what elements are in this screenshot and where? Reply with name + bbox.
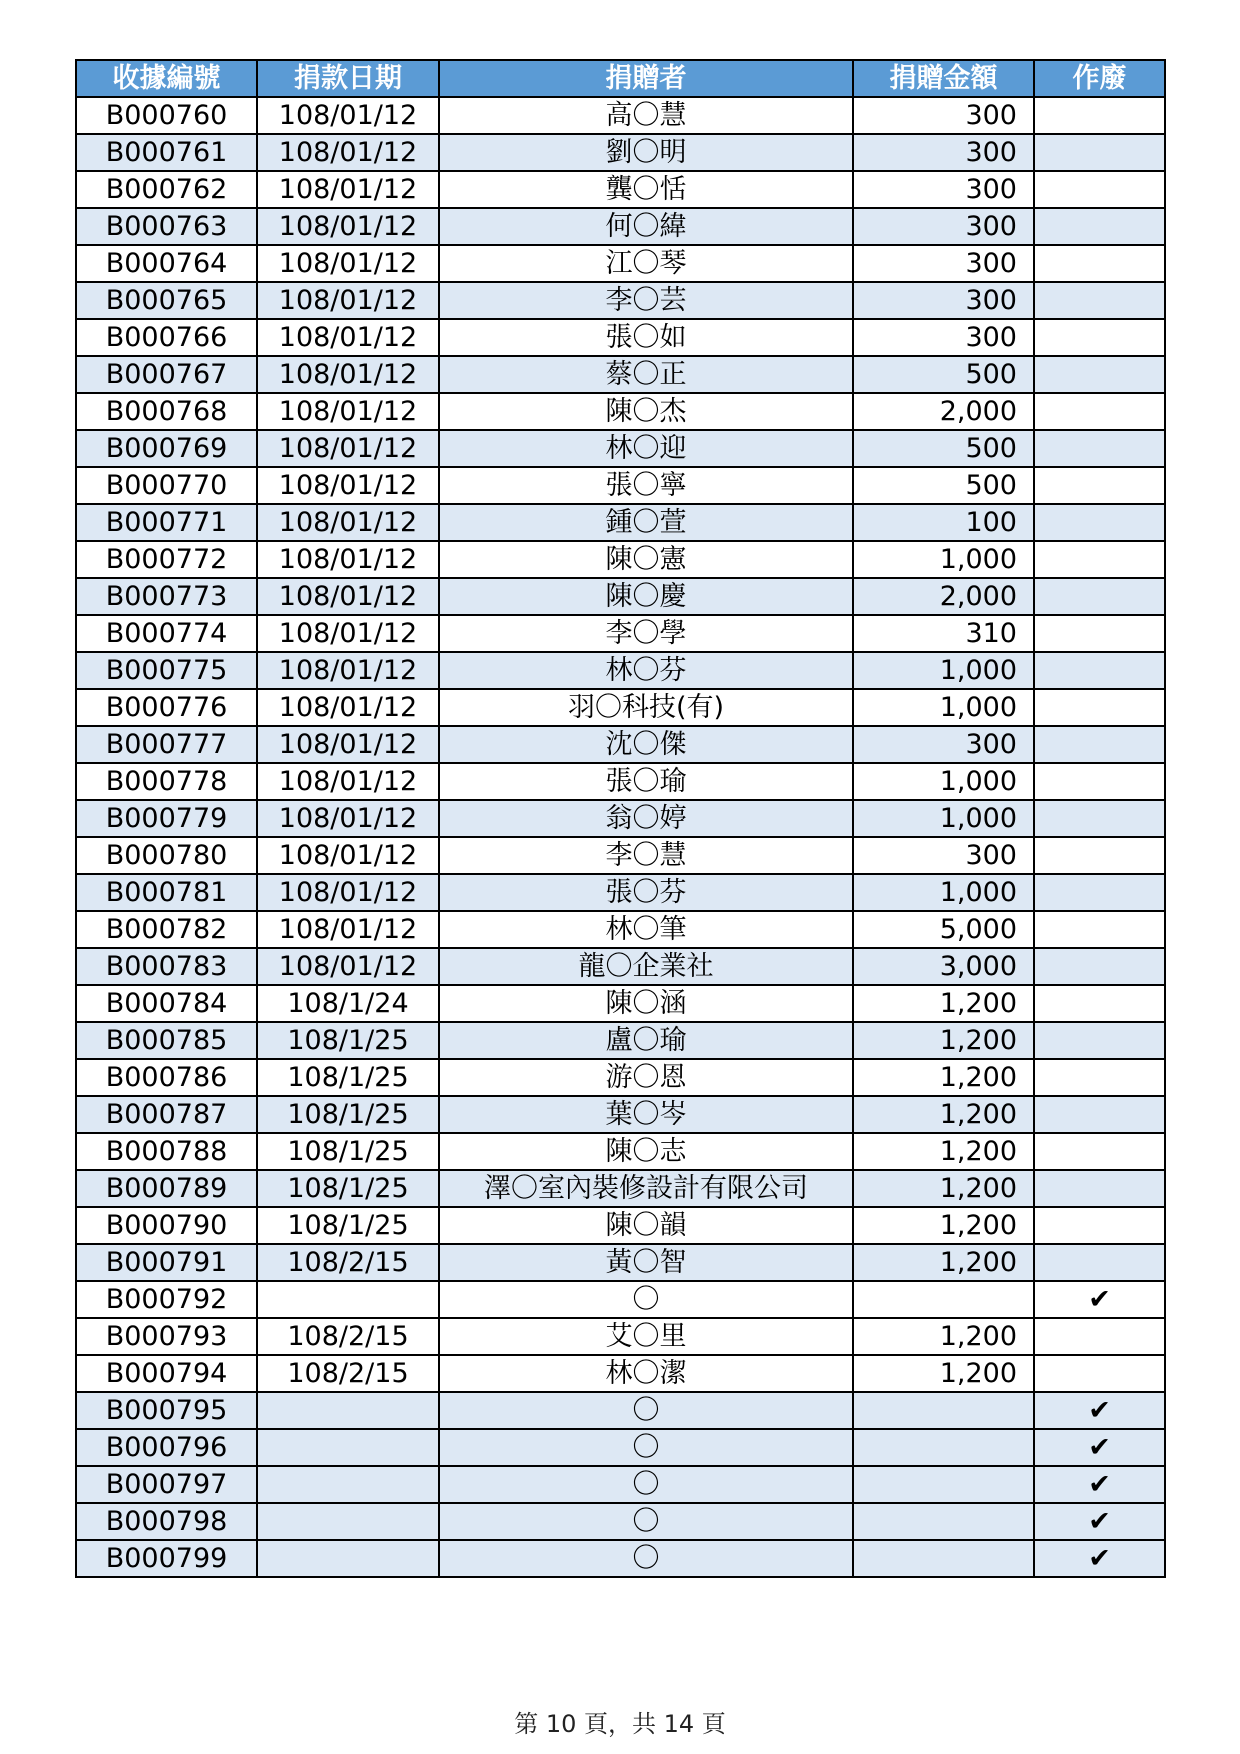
donation-date-cell: 108/01/12 xyxy=(257,319,439,356)
donor-cell: 羽〇科技(有) xyxy=(439,689,853,726)
donor-cell: 李〇慧 xyxy=(439,837,853,874)
void-check-cell: ✔ xyxy=(1034,1503,1165,1540)
void-check-cell xyxy=(1034,985,1165,1022)
amount-cell xyxy=(853,1392,1034,1429)
amount-cell: 300 xyxy=(853,134,1034,171)
void-check-cell xyxy=(1034,874,1165,911)
receipt-no-cell: B000781 xyxy=(76,874,257,911)
donation-date-cell xyxy=(257,1466,439,1503)
void-check-cell xyxy=(1034,948,1165,985)
amount-cell: 1,000 xyxy=(853,800,1034,837)
amount-cell: 1,200 xyxy=(853,1022,1034,1059)
table-row xyxy=(76,1503,1165,1540)
receipt-no-cell: B000793 xyxy=(76,1318,257,1355)
receipt-no-cell: B000790 xyxy=(76,1207,257,1244)
receipt-no-cell: B000776 xyxy=(76,689,257,726)
receipt-no-cell: B000765 xyxy=(76,282,257,319)
amount-cell: 300 xyxy=(853,97,1034,134)
donor-cell: 翁〇婷 xyxy=(439,800,853,837)
void-check-cell: ✔ xyxy=(1034,1466,1165,1503)
receipt-no-cell: B000795 xyxy=(76,1392,257,1429)
void-check-cell xyxy=(1034,652,1165,689)
table-row xyxy=(76,689,1165,726)
receipt-no-cell: B000774 xyxy=(76,615,257,652)
amount-cell: 300 xyxy=(853,282,1034,319)
donation-date-cell: 108/01/12 xyxy=(257,282,439,319)
table-row xyxy=(76,430,1165,467)
table-row xyxy=(76,467,1165,504)
void-check-cell xyxy=(1034,763,1165,800)
donation-date-cell: 108/01/12 xyxy=(257,171,439,208)
donation-date-cell: 108/1/25 xyxy=(257,1170,439,1207)
void-check-cell xyxy=(1034,578,1165,615)
donor-cell: 盧〇瑜 xyxy=(439,1022,853,1059)
donation-date-cell: 108/01/12 xyxy=(257,356,439,393)
amount-cell: 500 xyxy=(853,430,1034,467)
table-row xyxy=(76,911,1165,948)
donor-cell: 〇 xyxy=(439,1281,853,1318)
donation-date-cell xyxy=(257,1503,439,1540)
void-check-cell xyxy=(1034,467,1165,504)
header-void: 作廢 xyxy=(1034,60,1165,97)
donation-date-cell: 108/1/25 xyxy=(257,1022,439,1059)
amount-cell: 1,200 xyxy=(853,1133,1034,1170)
donor-cell: 葉〇岑 xyxy=(439,1096,853,1133)
receipt-no-cell: B000767 xyxy=(76,356,257,393)
void-check-cell: ✔ xyxy=(1034,1540,1165,1577)
donor-cell: 蔡〇正 xyxy=(439,356,853,393)
table-row xyxy=(76,504,1165,541)
table-row xyxy=(76,1207,1165,1244)
void-check-cell xyxy=(1034,356,1165,393)
amount-cell: 1,000 xyxy=(853,763,1034,800)
table-row xyxy=(76,1244,1165,1281)
amount-cell xyxy=(853,1540,1034,1577)
donation-date-cell: 108/01/12 xyxy=(257,652,439,689)
void-check-cell xyxy=(1034,689,1165,726)
table-row xyxy=(76,874,1165,911)
table-row xyxy=(76,578,1165,615)
donation-date-cell: 108/01/12 xyxy=(257,763,439,800)
table-row xyxy=(76,393,1165,430)
receipt-no-cell: B000771 xyxy=(76,504,257,541)
receipt-no-cell: B000766 xyxy=(76,319,257,356)
table-row xyxy=(76,1540,1165,1577)
donation-date-cell: 108/01/12 xyxy=(257,504,439,541)
amount-cell: 300 xyxy=(853,319,1034,356)
amount-cell: 1,000 xyxy=(853,541,1034,578)
donation-date-cell: 108/01/12 xyxy=(257,726,439,763)
receipt-no-cell: B000798 xyxy=(76,1503,257,1540)
receipt-no-cell: B000764 xyxy=(76,245,257,282)
receipt-no-cell: B000770 xyxy=(76,467,257,504)
donor-cell: 林〇筆 xyxy=(439,911,853,948)
donation-date-cell: 108/01/12 xyxy=(257,948,439,985)
receipt-no-cell: B000794 xyxy=(76,1355,257,1392)
table-row xyxy=(76,97,1165,134)
void-check-cell xyxy=(1034,911,1165,948)
receipt-no-cell: B000786 xyxy=(76,1059,257,1096)
donor-cell: 陳〇憲 xyxy=(439,541,853,578)
void-check-cell xyxy=(1034,541,1165,578)
donor-cell: 游〇恩 xyxy=(439,1059,853,1096)
amount-cell: 1,200 xyxy=(853,1096,1034,1133)
donation-date-cell xyxy=(257,1281,439,1318)
header-donor: 捐贈者 xyxy=(439,60,853,97)
donor-cell: 林〇芬 xyxy=(439,652,853,689)
receipt-no-cell: B000775 xyxy=(76,652,257,689)
amount-cell: 1,000 xyxy=(853,874,1034,911)
donor-cell: 〇 xyxy=(439,1540,853,1577)
void-check-cell xyxy=(1034,1133,1165,1170)
donation-date-cell: 108/01/12 xyxy=(257,874,439,911)
table-row xyxy=(76,1429,1165,1466)
receipt-no-cell: B000787 xyxy=(76,1096,257,1133)
table-row xyxy=(76,652,1165,689)
amount-cell: 100 xyxy=(853,504,1034,541)
void-check-cell xyxy=(1034,726,1165,763)
table-row xyxy=(76,837,1165,874)
amount-cell: 300 xyxy=(853,208,1034,245)
receipt-no-cell: B000779 xyxy=(76,800,257,837)
page-number: 第 10 頁，共 14 頁 xyxy=(514,1710,726,1738)
donor-cell: 沈〇傑 xyxy=(439,726,853,763)
donor-cell: 鍾〇萱 xyxy=(439,504,853,541)
table-row xyxy=(76,948,1165,985)
void-check-cell xyxy=(1034,615,1165,652)
receipt-no-cell: B000760 xyxy=(76,97,257,134)
amount-cell: 300 xyxy=(853,245,1034,282)
table-row xyxy=(76,1133,1165,1170)
receipt-no-cell: B000773 xyxy=(76,578,257,615)
amount-cell: 2,000 xyxy=(853,393,1034,430)
void-check-cell: ✔ xyxy=(1034,1429,1165,1466)
void-check-cell xyxy=(1034,1207,1165,1244)
amount-cell: 1,200 xyxy=(853,1244,1034,1281)
table-row xyxy=(76,319,1165,356)
receipt-no-cell: B000768 xyxy=(76,393,257,430)
void-check-cell xyxy=(1034,837,1165,874)
table-row xyxy=(76,800,1165,837)
receipt-no-cell: B000799 xyxy=(76,1540,257,1577)
receipt-no-cell: B000772 xyxy=(76,541,257,578)
void-check-cell xyxy=(1034,97,1165,134)
donation-date-cell xyxy=(257,1392,439,1429)
table-row xyxy=(76,1318,1165,1355)
donor-cell: 陳〇志 xyxy=(439,1133,853,1170)
amount-cell: 1,200 xyxy=(853,1170,1034,1207)
donation-date-cell: 108/1/25 xyxy=(257,1059,439,1096)
table-row xyxy=(76,1466,1165,1503)
donor-cell: 黃〇智 xyxy=(439,1244,853,1281)
donor-cell: 李〇學 xyxy=(439,615,853,652)
donor-cell: 張〇芬 xyxy=(439,874,853,911)
receipt-no-cell: B000785 xyxy=(76,1022,257,1059)
table-row xyxy=(76,615,1165,652)
donor-cell: 陳〇涵 xyxy=(439,985,853,1022)
donation-date-cell: 108/1/25 xyxy=(257,1207,439,1244)
receipt-no-cell: B000789 xyxy=(76,1170,257,1207)
void-check-cell xyxy=(1034,245,1165,282)
donor-cell: 艾〇里 xyxy=(439,1318,853,1355)
void-check-cell xyxy=(1034,1059,1165,1096)
donor-cell: 林〇迎 xyxy=(439,430,853,467)
donor-cell: 龍〇企業社 xyxy=(439,948,853,985)
void-check-cell xyxy=(1034,208,1165,245)
void-check-cell xyxy=(1034,171,1165,208)
table-row xyxy=(76,726,1165,763)
void-check-cell xyxy=(1034,1022,1165,1059)
amount-cell xyxy=(853,1429,1034,1466)
donation-date-cell: 108/01/12 xyxy=(257,134,439,171)
table-row xyxy=(76,245,1165,282)
table-row xyxy=(76,134,1165,171)
donation-date-cell: 108/2/15 xyxy=(257,1244,439,1281)
receipt-no-cell: B000782 xyxy=(76,911,257,948)
table-row xyxy=(76,171,1165,208)
donation-date-cell xyxy=(257,1540,439,1577)
donation-date-cell: 108/01/12 xyxy=(257,615,439,652)
void-check-cell xyxy=(1034,430,1165,467)
donor-cell: 江〇琴 xyxy=(439,245,853,282)
amount-cell: 310 xyxy=(853,615,1034,652)
donor-cell: 劉〇明 xyxy=(439,134,853,171)
donation-date-cell: 108/1/25 xyxy=(257,1133,439,1170)
amount-cell: 300 xyxy=(853,837,1034,874)
amount-cell: 3,000 xyxy=(853,948,1034,985)
donor-cell: 張〇瑜 xyxy=(439,763,853,800)
donor-cell: 龔〇恬 xyxy=(439,171,853,208)
receipt-no-cell: B000763 xyxy=(76,208,257,245)
receipt-no-cell: B000780 xyxy=(76,837,257,874)
amount-cell: 500 xyxy=(853,356,1034,393)
header-receipt-no: 收據編號 xyxy=(76,60,257,97)
amount-cell: 300 xyxy=(853,726,1034,763)
void-check-cell xyxy=(1034,1355,1165,1392)
donation-date-cell: 108/01/12 xyxy=(257,467,439,504)
table-row xyxy=(76,356,1165,393)
void-check-cell: ✔ xyxy=(1034,1392,1165,1429)
amount-cell: 1,200 xyxy=(853,985,1034,1022)
receipt-no-cell: B000791 xyxy=(76,1244,257,1281)
donor-cell: 李〇芸 xyxy=(439,282,853,319)
table-row xyxy=(76,763,1165,800)
header-amount: 捐贈金額 xyxy=(853,60,1034,97)
donor-cell: 張〇寧 xyxy=(439,467,853,504)
table-header-row xyxy=(76,60,1165,97)
table-row xyxy=(76,1059,1165,1096)
amount-cell: 300 xyxy=(853,171,1034,208)
donation-date-cell: 108/01/12 xyxy=(257,541,439,578)
donor-cell: 張〇如 xyxy=(439,319,853,356)
donation-date-cell: 108/01/12 xyxy=(257,689,439,726)
amount-cell: 1,000 xyxy=(853,689,1034,726)
table-row xyxy=(76,282,1165,319)
table-row xyxy=(76,1096,1165,1133)
amount-cell xyxy=(853,1503,1034,1540)
void-check-cell xyxy=(1034,504,1165,541)
receipt-no-cell: B000792 xyxy=(76,1281,257,1318)
amount-cell: 1,200 xyxy=(853,1355,1034,1392)
void-check-cell xyxy=(1034,1318,1165,1355)
donor-cell: 〇 xyxy=(439,1466,853,1503)
donor-cell: 〇 xyxy=(439,1392,853,1429)
table-row xyxy=(76,208,1165,245)
donation-date-cell: 108/01/12 xyxy=(257,245,439,282)
receipt-no-cell: B000796 xyxy=(76,1429,257,1466)
table-row xyxy=(76,1355,1165,1392)
donation-date-cell xyxy=(257,1429,439,1466)
donation-date-cell: 108/2/15 xyxy=(257,1318,439,1355)
void-check-cell xyxy=(1034,393,1165,430)
receipt-no-cell: B000784 xyxy=(76,985,257,1022)
amount-cell: 2,000 xyxy=(853,578,1034,615)
void-check-cell xyxy=(1034,1096,1165,1133)
donation-date-cell: 108/01/12 xyxy=(257,837,439,874)
amount-cell: 500 xyxy=(853,467,1034,504)
amount-cell: 5,000 xyxy=(853,911,1034,948)
amount-cell: 1,200 xyxy=(853,1318,1034,1355)
donation-date-cell: 108/01/12 xyxy=(257,97,439,134)
table-row xyxy=(76,985,1165,1022)
receipt-no-cell: B000788 xyxy=(76,1133,257,1170)
receipt-no-cell: B000761 xyxy=(76,134,257,171)
table-body xyxy=(76,97,1165,1577)
table-row xyxy=(76,1281,1165,1318)
receipt-no-cell: B000777 xyxy=(76,726,257,763)
void-check-cell xyxy=(1034,319,1165,356)
donation-date-cell: 108/01/12 xyxy=(257,430,439,467)
table-row xyxy=(76,541,1165,578)
donation-date-cell: 108/01/12 xyxy=(257,578,439,615)
donation-date-cell: 108/2/15 xyxy=(257,1355,439,1392)
void-check-cell: ✔ xyxy=(1034,1281,1165,1318)
donation-date-cell: 108/01/12 xyxy=(257,393,439,430)
void-check-cell xyxy=(1034,134,1165,171)
donation-receipt-table xyxy=(75,59,1166,1578)
void-check-cell xyxy=(1034,282,1165,319)
amount-cell xyxy=(853,1281,1034,1318)
donor-cell: 陳〇慶 xyxy=(439,578,853,615)
table-row xyxy=(76,1170,1165,1207)
receipt-no-cell: B000762 xyxy=(76,171,257,208)
donor-cell: 陳〇韻 xyxy=(439,1207,853,1244)
donor-cell: 澤〇室內裝修設計有限公司 xyxy=(439,1170,853,1207)
void-check-cell xyxy=(1034,1170,1165,1207)
void-check-cell xyxy=(1034,1244,1165,1281)
receipt-no-cell: B000797 xyxy=(76,1466,257,1503)
donation-date-cell: 108/1/24 xyxy=(257,985,439,1022)
amount-cell: 1,200 xyxy=(853,1059,1034,1096)
amount-cell xyxy=(853,1466,1034,1503)
void-check-cell xyxy=(1034,800,1165,837)
donor-cell: 何〇緯 xyxy=(439,208,853,245)
receipt-no-cell: B000769 xyxy=(76,430,257,467)
donor-cell: 〇 xyxy=(439,1503,853,1540)
table-row xyxy=(76,1392,1165,1429)
header-donation-date: 捐款日期 xyxy=(257,60,439,97)
amount-cell: 1,000 xyxy=(853,652,1034,689)
donation-date-cell: 108/1/25 xyxy=(257,1096,439,1133)
donor-cell: 林〇潔 xyxy=(439,1355,853,1392)
donation-date-cell: 108/01/12 xyxy=(257,800,439,837)
table-row xyxy=(76,1022,1165,1059)
donation-date-cell: 108/01/12 xyxy=(257,911,439,948)
donor-cell: 高〇慧 xyxy=(439,97,853,134)
donation-date-cell: 108/01/12 xyxy=(257,208,439,245)
receipt-no-cell: B000783 xyxy=(76,948,257,985)
donor-cell: 〇 xyxy=(439,1429,853,1466)
donor-cell: 陳〇杰 xyxy=(439,393,853,430)
receipt-no-cell: B000778 xyxy=(76,763,257,800)
amount-cell: 1,200 xyxy=(853,1207,1034,1244)
